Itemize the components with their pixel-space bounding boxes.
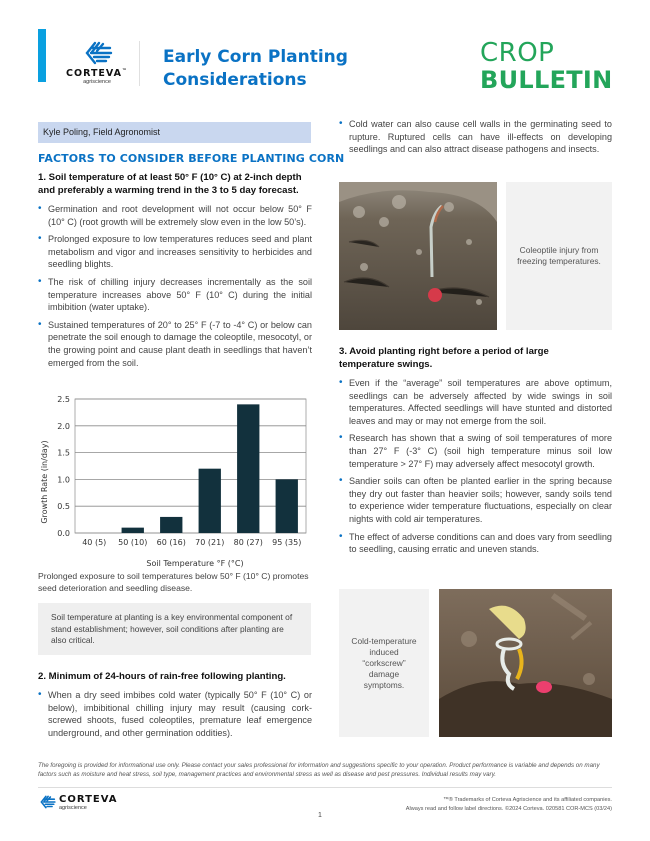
chart-y-tick-label: 1.0 [57,475,70,485]
factor-3 [339,345,612,561]
footer-brand-name: CORTEVA [59,794,118,805]
chart-x-tick-label: 70 (21) [195,538,225,547]
list-item: • Even if the “average” soil temperatures are above optimum, seedlings can be adversely affected by wide swings in soil temperatures. Affected seedlings will have stunted and distorted leaves and may or may not emerge from the soil. [339,377,612,427]
chart-y-tick-label: 1.5 [57,448,70,458]
list-item: • Germination and root development will not occur below 50° F (10° C) (root growth will be extremely slow even in the low 50’s). [38,203,312,228]
corteva-logo-mark-icon [81,40,113,66]
footer-divider [38,787,612,788]
chart-bar [160,517,182,533]
title-line-2: Considerations [163,70,307,90]
chart-x-tick-label: 40 (5) [82,538,107,547]
chart-y-tick-label: 0.0 [57,529,70,538]
photo-1-caption: Coleoptile injury from freezing temperatures. [506,182,612,330]
list-item: • Prolonged exposure to low temperatures reduces seed and plant metabolism and vigor and increases sensitivity to herbicides and seedling blights. [38,233,312,271]
footer-logo-mark-icon [38,793,56,811]
list-item: • When a dry seed imbibes cold water (typically 50° F (10° C) or below), imbibitional chilling injury may result (causing cork-screwed shoots, fused coleoptiles, premature leaf emergence underground, and other germination oddities). [38,689,312,739]
factor-2 [38,670,312,744]
chart-bar [122,528,144,533]
page-number: 1 [318,812,322,819]
chart-bar [199,469,221,533]
growth-rate-bar-chart [30,390,320,570]
factor-2-bullets [38,689,312,739]
footer-corteva-logo [38,793,118,813]
crop-label: CROP [480,38,555,68]
trademark-text: ™® Trademarks of Corteva Agriscience and its affiliated companies. [443,797,612,803]
factor-2-continued [339,118,612,161]
factor-2-bullets-continued [339,118,612,156]
brand-name: CORTEVA™ [66,68,128,80]
author-bar: Kyle Poling, Field Agronomist [38,122,311,143]
list-item: • Cold water can also cause cell walls in the germinating seed to rupture. Ruptured cells can have ill-effects on developing seedlings and can also attract disease pathogens and insects. [339,118,612,156]
list-item: • The effect of adverse conditions can and does vary from seedling to seedling, causing erratic and uneven stands. [339,531,612,556]
brand-subtitle: agriscience [83,79,111,86]
chart-bars [122,404,298,533]
chart-gridlines [75,399,306,533]
chart-y-ticks [57,395,70,538]
list-item: • Sustained temperatures of 20° to 25° F (-7 to -4° C) or below can penetrate the soil enough to damage the coleoptile, mesocotyl, or the growing point and cause plant death in seedlings that haven’t emerged from the soil. [38,319,312,369]
chart-x-tick-label: 80 (27) [233,538,263,547]
callout-box: Soil temperature at planting is a key environmental component of stand establishment; however, soil conditions after planting are also critical. [38,603,311,655]
chart-bar [276,479,298,533]
chart-bar [237,404,259,533]
chart-x-ticks [82,538,301,547]
header-divider [139,41,140,86]
corteva-logo [62,40,132,86]
factor-1-bullets [38,203,312,369]
list-item: • The risk of chilling injury decreases incrementally as the soil temperature increases above 50° F (10° C) during the initial imbibition (water uptake). [38,276,312,314]
factor-3-bullets [339,377,612,556]
chart-y-axis-label: Growth Rate (in/day) [40,440,49,524]
photo-2-caption: Cold-temperature induced “corkscrew” damage symptoms. [339,589,429,737]
list-item: • Research has shown that a swing of soil temperatures of more than 27° F (-3° C) (soil high temperature minus soil low temperature > 27° F) may adversely affect mesocotyl growth. [339,432,612,470]
disclaimer-text: The foregoing is provided for informational use only. Please contact your sales professional for information and suggestions specific to your operation. Product performance is variable and depends on many factors such as moisture and heat stress, soil type, management practices and environmental stress as well as disease and pest pressures. Individual results may vary. [38,762,600,778]
chart-y-tick-label: 2.0 [57,421,70,431]
section-heading: FACTORS TO CONSIDER BEFORE PLANTING CORN [38,152,345,165]
factor-1-heading: 1. Soil temperature of at least 50° F (10° C) at 2-inch depth and preferably a warming trend in the 3 to 5 day forecast. [38,172,302,196]
chart-x-tick-label: 95 (35) [272,538,302,547]
title-line-1: Early Corn Planting [163,47,348,67]
document-title [163,46,348,92]
corkscrew-damage-photo [439,589,612,737]
footer-brand-subtitle: agriscience [59,805,87,811]
factor-1 [38,171,312,374]
chart-x-axis-label: Soil Temperature °F (°C) [146,559,244,568]
coleoptile-injury-photo [339,182,497,330]
factor-3-heading-line-1: 3. Avoid planting right before a period of large [339,346,549,357]
chart-x-tick-label: 60 (16) [156,538,186,547]
chart-plot-frame [75,399,306,533]
footer-legal [320,796,612,814]
chart-y-tick-label: 0.5 [57,502,70,512]
factor-3-heading-line-2: temperature swings. [339,359,433,370]
chart-caption: Prolonged exposure to soil temperatures below 50° F (10° C) promotes seed deterioration and seedling disease. [38,571,309,593]
header-accent-bar [38,29,46,82]
legal-text: Always read and follow label directions. ©2024 Corteva. 020581 COR-MCS (03/24) [405,806,612,812]
chart-y-tick-label: 2.5 [57,395,70,404]
factor-2-heading: 2. Minimum of 24-hours of rain-free following planting. [38,671,286,682]
list-item: • Sandier soils can often be planted earlier in the spring because they dry out faster than heavier soils; however, sandy soils tend to experience wider temperature fluctuations, especially on clear nights with cold air temperatures. [339,475,612,525]
bulletin-label: BULLETIN [480,66,613,94]
factor-3-heading [339,345,612,371]
chart-x-tick-label: 50 (10) [118,538,148,547]
